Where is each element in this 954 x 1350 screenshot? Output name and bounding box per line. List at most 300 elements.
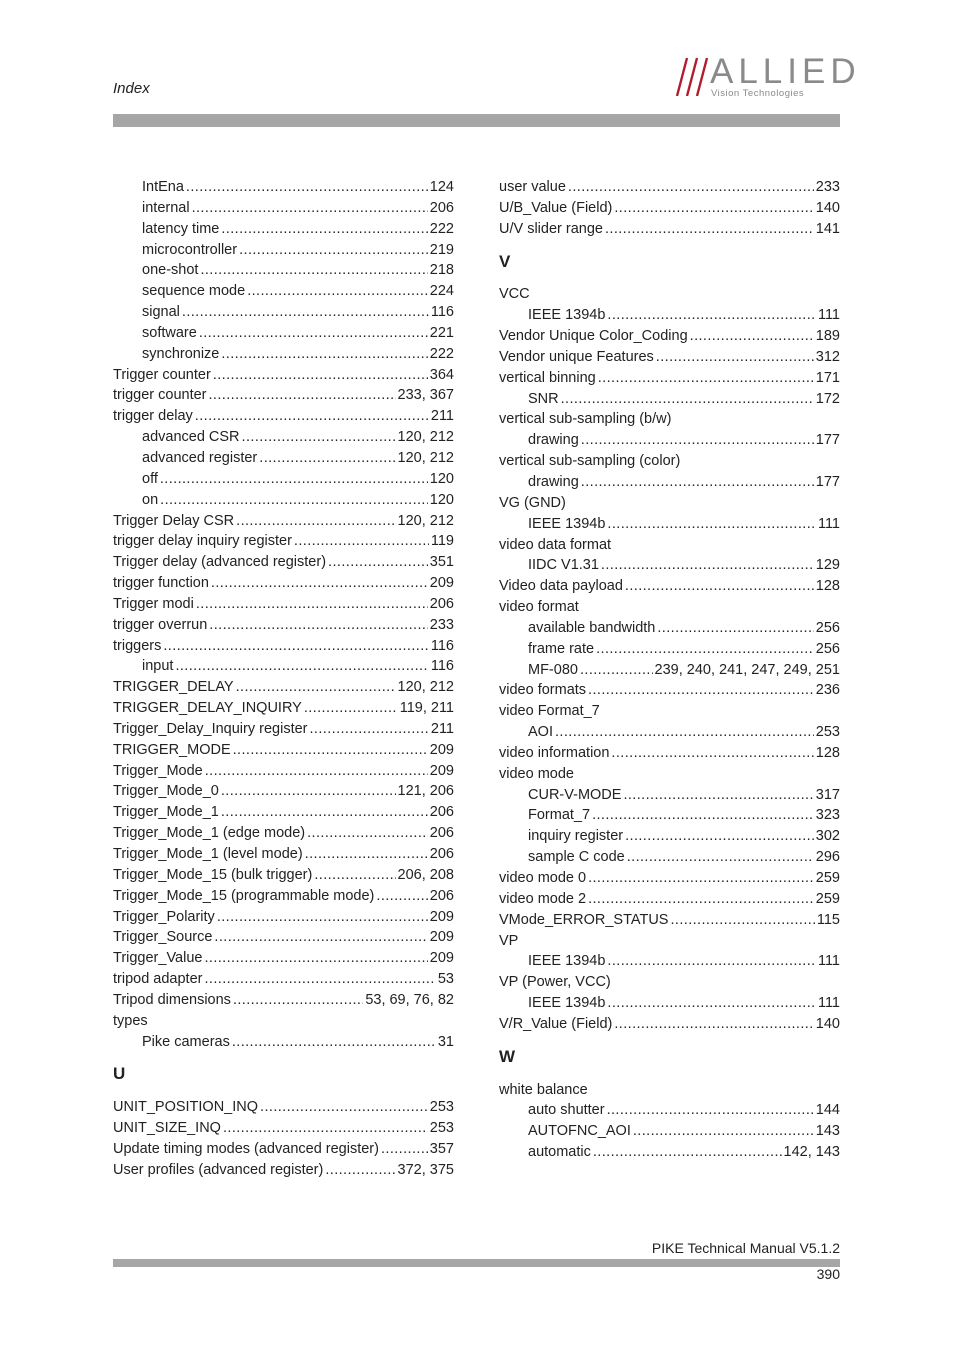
index-entry <box>499 177 840 198</box>
index-entry <box>113 323 454 344</box>
index-pages: 211 <box>430 720 454 737</box>
dot-leader <box>657 618 813 639</box>
logo-word: ALLIED <box>710 52 861 91</box>
index-entry <box>499 847 840 868</box>
dot-leader <box>259 448 395 469</box>
index-term: video mode <box>499 765 574 782</box>
index-term: advanced register <box>142 449 258 466</box>
index-pages: 221 <box>429 324 454 341</box>
dot-leader <box>627 847 814 868</box>
index-entry <box>499 305 840 326</box>
index-term: video information <box>499 744 610 761</box>
index-entry <box>113 511 454 532</box>
index-term: MF-080 <box>528 661 578 678</box>
index-term: IntEna <box>142 179 184 195</box>
index-pages: 222 <box>429 345 454 362</box>
index-pages: 372, 375 <box>397 1161 454 1178</box>
index-pages: 144 <box>815 1102 840 1119</box>
index-pages: 218 <box>429 262 454 279</box>
index-term: User profiles (advanced register) <box>113 1161 324 1178</box>
index-entry <box>113 469 454 490</box>
index-entry <box>499 972 840 993</box>
dot-leader <box>581 430 814 451</box>
dot-leader <box>607 1100 814 1121</box>
index-entry <box>499 868 840 889</box>
index-pages: 206 <box>429 887 454 904</box>
dot-leader <box>598 368 814 389</box>
footer-manual-title: PIKE Technical Manual V5.1.2 <box>651 1240 840 1256</box>
index-entry <box>113 344 454 365</box>
index-term: signal <box>142 304 180 321</box>
index-pages: 209 <box>429 929 454 946</box>
index-term: available bandwidth <box>528 619 656 636</box>
index-entry <box>113 781 454 802</box>
dot-leader <box>233 740 428 761</box>
dot-leader <box>204 948 427 969</box>
index-entry <box>499 1100 840 1121</box>
index-entry <box>499 910 840 931</box>
dot-leader <box>592 805 814 826</box>
index-entry <box>113 886 454 907</box>
index-term: U/V slider range <box>499 220 603 237</box>
dot-leader <box>204 969 435 990</box>
dot-leader <box>581 472 814 493</box>
index-pages: 53 <box>437 971 454 988</box>
index-term: IEEE 1394b <box>528 515 606 532</box>
entries-right-top <box>499 177 840 240</box>
index-term: Trigger_Value <box>113 950 203 967</box>
index-pages: 140 <box>815 1015 840 1032</box>
index-entry <box>499 1080 840 1101</box>
index-pages: 233 <box>815 179 840 195</box>
index-entry <box>499 951 840 972</box>
dot-leader <box>588 680 814 701</box>
dot-leader <box>163 636 429 657</box>
index-term: IEEE 1394b <box>528 953 606 970</box>
index-pages: 233, 367 <box>397 387 454 404</box>
dot-leader <box>199 323 428 344</box>
index-pages: 171 <box>815 369 840 386</box>
index-entry <box>113 552 454 573</box>
index-term: UNIT_SIZE_INQ <box>113 1120 221 1137</box>
dot-leader <box>221 802 428 823</box>
index-entry <box>499 889 840 910</box>
index-entry <box>113 1160 454 1181</box>
dot-leader <box>580 660 653 681</box>
index-term: VP <box>499 932 519 949</box>
index-entry <box>499 555 840 576</box>
index-pages: 317 <box>815 786 840 803</box>
index-entry <box>499 680 840 701</box>
index-entry <box>113 636 454 657</box>
dot-leader <box>307 823 428 844</box>
index-entry <box>113 1097 454 1118</box>
index-entry <box>499 472 840 493</box>
dot-leader <box>214 927 427 948</box>
index-pages: 111 <box>817 515 840 532</box>
dot-leader <box>593 1142 782 1163</box>
index-pages: 219 <box>429 241 454 258</box>
index-entry <box>499 931 840 952</box>
index-pages: 189 <box>815 328 840 345</box>
index-pages: 259 <box>815 870 840 886</box>
index-pages: 120, 212 <box>397 679 454 696</box>
index-term: types <box>113 1012 148 1029</box>
index-term: Trigger_Mode_0 <box>113 783 219 800</box>
index-term: Trigger_Mode <box>113 762 203 779</box>
index-pages: 206 <box>429 825 454 842</box>
index-pages: 119 <box>430 533 454 550</box>
index-term: automatic <box>528 1144 591 1161</box>
dot-leader <box>607 305 816 326</box>
dot-leader <box>561 389 814 410</box>
index-entry <box>113 302 454 323</box>
index-pages: 357 <box>429 1140 454 1157</box>
index-pages: 259 <box>815 890 840 907</box>
index-pages: 206 <box>429 804 454 821</box>
index-term: auto shutter <box>528 1102 605 1119</box>
index-entry <box>499 1142 840 1163</box>
index-pages: 206 <box>429 595 454 612</box>
index-entry <box>499 743 840 764</box>
index-pages: 206 <box>429 846 454 862</box>
index-term: off <box>142 470 158 487</box>
index-pages: 120 <box>429 491 454 508</box>
index-pages: 256 <box>815 640 840 657</box>
index-term: IEEE 1394b <box>528 995 606 1012</box>
index-term: video mode 2 <box>499 890 587 907</box>
index-term: V/R_Value (Field) <box>499 1015 613 1032</box>
index-term: triggers <box>113 637 162 654</box>
index-pages: 121, 206 <box>397 783 454 800</box>
dot-leader <box>633 1121 814 1142</box>
index-term: inquiry register <box>528 828 624 845</box>
dot-leader <box>328 552 428 573</box>
index-pages: 351 <box>429 554 454 571</box>
index-entry <box>113 281 454 302</box>
index-entry <box>113 677 454 698</box>
dot-leader <box>381 1139 428 1160</box>
dot-leader <box>247 281 428 302</box>
dot-leader <box>211 573 428 594</box>
entries-u <box>113 1097 454 1180</box>
index-pages: 116 <box>430 658 454 675</box>
index-term: white balance <box>499 1081 588 1098</box>
index-term: IIDC V1.31 <box>528 557 599 574</box>
index-pages: 177 <box>815 473 840 490</box>
index-term: UNIT_POSITION_INQ <box>113 1099 259 1116</box>
index-term: Trigger_Polarity <box>113 908 215 925</box>
index-term: U/B_Value (Field) <box>499 199 613 216</box>
dot-leader <box>568 177 814 198</box>
index-pages: 211 <box>430 408 454 425</box>
index-entry <box>499 576 840 597</box>
dot-leader <box>205 761 428 782</box>
index-entry <box>499 1121 840 1142</box>
index-term: CUR-V-MODE <box>528 786 622 803</box>
index-term: AUTOFNC_AOI <box>528 1123 631 1140</box>
index-term: software <box>142 324 197 341</box>
index-term: VP (Power, VCC) <box>499 974 611 991</box>
index-term: Trigger_Mode_1 (edge mode) <box>113 825 306 842</box>
index-term: Trigger_Mode_15 (bulk trigger) <box>113 866 313 883</box>
index-entry <box>499 347 840 368</box>
index-pages: 111 <box>817 307 840 324</box>
index-term: input <box>142 658 174 675</box>
index-entry <box>113 656 454 677</box>
index-term: Trigger Delay CSR <box>113 512 235 529</box>
dot-leader <box>596 639 814 660</box>
entries-v <box>499 284 840 1034</box>
dot-leader <box>242 427 396 448</box>
index-entry <box>113 990 454 1011</box>
index-term: one-shot <box>142 262 199 279</box>
dot-leader <box>196 594 428 615</box>
dot-leader <box>588 868 814 889</box>
index-term: TRIGGER_MODE <box>113 741 231 758</box>
index-term: trigger overrun <box>113 616 208 633</box>
index-entry <box>113 761 454 782</box>
index-term: internal <box>142 199 190 216</box>
index-term: VG (GND) <box>499 494 566 511</box>
index-entry <box>113 219 454 240</box>
index-term: Video data payload <box>499 578 623 595</box>
index-term: vertical sub-sampling (color) <box>499 453 681 470</box>
index-entry <box>499 326 840 347</box>
index-entry <box>499 785 840 806</box>
index-entry <box>499 389 840 410</box>
index-term: video Format_7 <box>499 703 600 720</box>
dot-leader <box>209 615 428 636</box>
index-term: SNR <box>528 390 559 407</box>
index-pages: 143 <box>815 1123 840 1140</box>
index-pages: 120, 212 <box>397 512 454 529</box>
index-pages: 116 <box>430 637 454 654</box>
dot-leader <box>625 576 814 597</box>
index-term: user value <box>499 179 566 195</box>
index-pages: 256 <box>815 619 840 636</box>
index-pages: 253 <box>429 1099 454 1116</box>
index-term: advanced CSR <box>142 429 240 446</box>
index-pages: 141 <box>815 220 840 237</box>
index-pages: 222 <box>429 220 454 237</box>
index-entry <box>113 865 454 886</box>
index-pages: 172 <box>815 390 840 407</box>
dot-leader <box>607 993 816 1014</box>
index-entry <box>499 597 840 618</box>
dot-leader <box>213 365 428 386</box>
dot-leader <box>260 1097 428 1118</box>
index-pages: 119, 211 <box>399 700 454 717</box>
dot-leader <box>625 826 814 847</box>
index-term: drawing <box>528 473 579 490</box>
index-term: video format <box>499 599 579 616</box>
index-term: synchronize <box>142 345 220 362</box>
index-entry <box>113 385 454 406</box>
index-pages: 129 <box>815 557 840 574</box>
section-letter-w: W <box>499 1046 516 1066</box>
index-pages: 233 <box>429 616 454 633</box>
dot-leader <box>555 722 814 743</box>
dot-leader <box>670 910 814 931</box>
index-term: IEEE 1394b <box>528 307 606 324</box>
index-term: Trigger delay (advanced register) <box>113 554 327 571</box>
dot-leader <box>232 1032 436 1053</box>
dot-leader <box>217 907 428 928</box>
index-pages: 31 <box>437 1033 454 1050</box>
dot-leader <box>223 1118 428 1139</box>
index-entry <box>113 406 454 427</box>
index-entry <box>113 740 454 761</box>
index-entry <box>113 844 454 865</box>
index-pages: 206, 208 <box>397 866 454 883</box>
entries-left <box>113 177 454 1052</box>
dot-leader <box>200 260 427 281</box>
dot-leader <box>221 219 427 240</box>
index-term: Update timing modes (advanced register) <box>113 1140 379 1157</box>
dot-leader <box>690 326 814 347</box>
index-entry <box>499 198 840 219</box>
dot-leader <box>325 1160 395 1181</box>
index-entry <box>113 802 454 823</box>
dot-leader <box>623 785 813 806</box>
index-pages: 253 <box>429 1120 454 1137</box>
index-entry <box>499 409 840 430</box>
index-pages: 253 <box>815 724 840 741</box>
index-entry <box>113 1118 454 1139</box>
index-entry <box>113 1139 454 1160</box>
index-pages: 206 <box>429 199 454 216</box>
index-term: latency time <box>142 220 220 237</box>
index-pages: 53, 69, 76, 82 <box>365 991 454 1008</box>
dot-leader <box>314 865 395 886</box>
dot-leader <box>175 656 428 677</box>
index-entry <box>499 660 840 681</box>
index-term: Trigger_Delay_Inquiry register <box>113 720 308 737</box>
index-term: video formats <box>499 682 587 699</box>
logo-slashes-icon <box>668 56 712 96</box>
index-entry <box>113 365 454 386</box>
dot-leader <box>182 302 429 323</box>
dot-leader <box>607 951 816 972</box>
index-entry <box>113 198 454 219</box>
dot-leader <box>614 198 813 219</box>
index-term: Tripod dimensions <box>113 991 231 1008</box>
index-pages: 120 <box>429 470 454 487</box>
index-term: sequence mode <box>142 283 246 300</box>
index-term: video mode 0 <box>499 870 587 886</box>
index-entry <box>499 535 840 556</box>
index-entry <box>499 805 840 826</box>
page-number: 390 <box>816 1266 840 1282</box>
dot-leader <box>233 990 363 1011</box>
section-letter-v: V <box>499 251 511 271</box>
dot-leader <box>310 719 429 740</box>
dot-leader <box>186 177 428 198</box>
index-term: Trigger counter <box>113 366 211 383</box>
dot-leader <box>160 469 428 490</box>
index-entry <box>113 615 454 636</box>
index-pages: 120, 212 <box>397 449 454 466</box>
index-term: AOI <box>528 724 553 741</box>
index-entry <box>113 1032 454 1053</box>
index-entry <box>113 427 454 448</box>
index-entry <box>499 993 840 1014</box>
index-term: Trigger modi <box>113 595 194 612</box>
index-pages: 120, 212 <box>397 429 454 446</box>
dot-leader <box>305 844 428 865</box>
header-rule <box>113 114 840 127</box>
index-pages: 124 <box>429 179 454 195</box>
index-term: frame rate <box>528 640 595 657</box>
index-term: drawing <box>528 432 579 449</box>
index-term: Vendor unique Features <box>499 348 654 365</box>
index-pages: 239, 240, 241, 247, 249, 251 <box>654 661 840 678</box>
index-pages: 296 <box>815 849 840 866</box>
dot-leader <box>209 385 396 406</box>
dot-leader <box>601 555 814 576</box>
header-title: Index <box>113 80 150 97</box>
index-entry <box>113 927 454 948</box>
index-entry <box>113 1011 454 1032</box>
index-pages: 115 <box>816 911 840 928</box>
dot-leader <box>304 698 398 719</box>
index-entry <box>499 368 840 389</box>
dot-leader <box>221 781 396 802</box>
index-pages: 236 <box>815 682 840 699</box>
index-entry <box>499 451 840 472</box>
index-entry <box>499 722 840 743</box>
index-pages: 177 <box>815 432 840 449</box>
index-term: on <box>142 491 159 508</box>
index-term: Vendor Unique Color_Coding <box>499 328 688 345</box>
index-entry <box>499 618 840 639</box>
index-term: TRIGGER_DELAY <box>113 679 234 696</box>
dot-leader <box>607 514 816 535</box>
index-column-right <box>499 177 840 1163</box>
index-pages: 111 <box>817 995 840 1012</box>
dot-leader <box>195 406 429 427</box>
footer-rule <box>113 1259 840 1267</box>
dot-leader <box>236 511 395 532</box>
index-term: Trigger_Mode_15 (programmable mode) <box>113 887 375 904</box>
index-term: vertical binning <box>499 369 596 386</box>
dot-leader <box>221 344 427 365</box>
dot-leader <box>236 677 396 698</box>
index-entry <box>499 514 840 535</box>
logo-subtitle: Vision Technologies <box>711 88 805 99</box>
index-term: video data format <box>499 536 612 553</box>
dot-leader <box>160 490 428 511</box>
index-column-left <box>113 177 454 1181</box>
index-entry <box>113 177 454 198</box>
index-term: trigger function <box>113 575 209 592</box>
dot-leader <box>588 889 814 910</box>
index-entry <box>113 594 454 615</box>
index-term: VMode_ERROR_STATUS <box>499 911 669 928</box>
index-term: Trigger_Source <box>113 929 213 946</box>
index-term: Format_7 <box>528 807 591 824</box>
entries-w <box>499 1080 840 1163</box>
index-entry <box>113 698 454 719</box>
index-term: Trigger_Mode_1 <box>113 804 219 821</box>
index-entry <box>499 764 840 785</box>
index-pages: 142, 143 <box>783 1144 840 1161</box>
index-entry <box>113 531 454 552</box>
index-pages: 312 <box>815 348 840 365</box>
index-entry <box>499 826 840 847</box>
index-entry <box>113 969 454 990</box>
